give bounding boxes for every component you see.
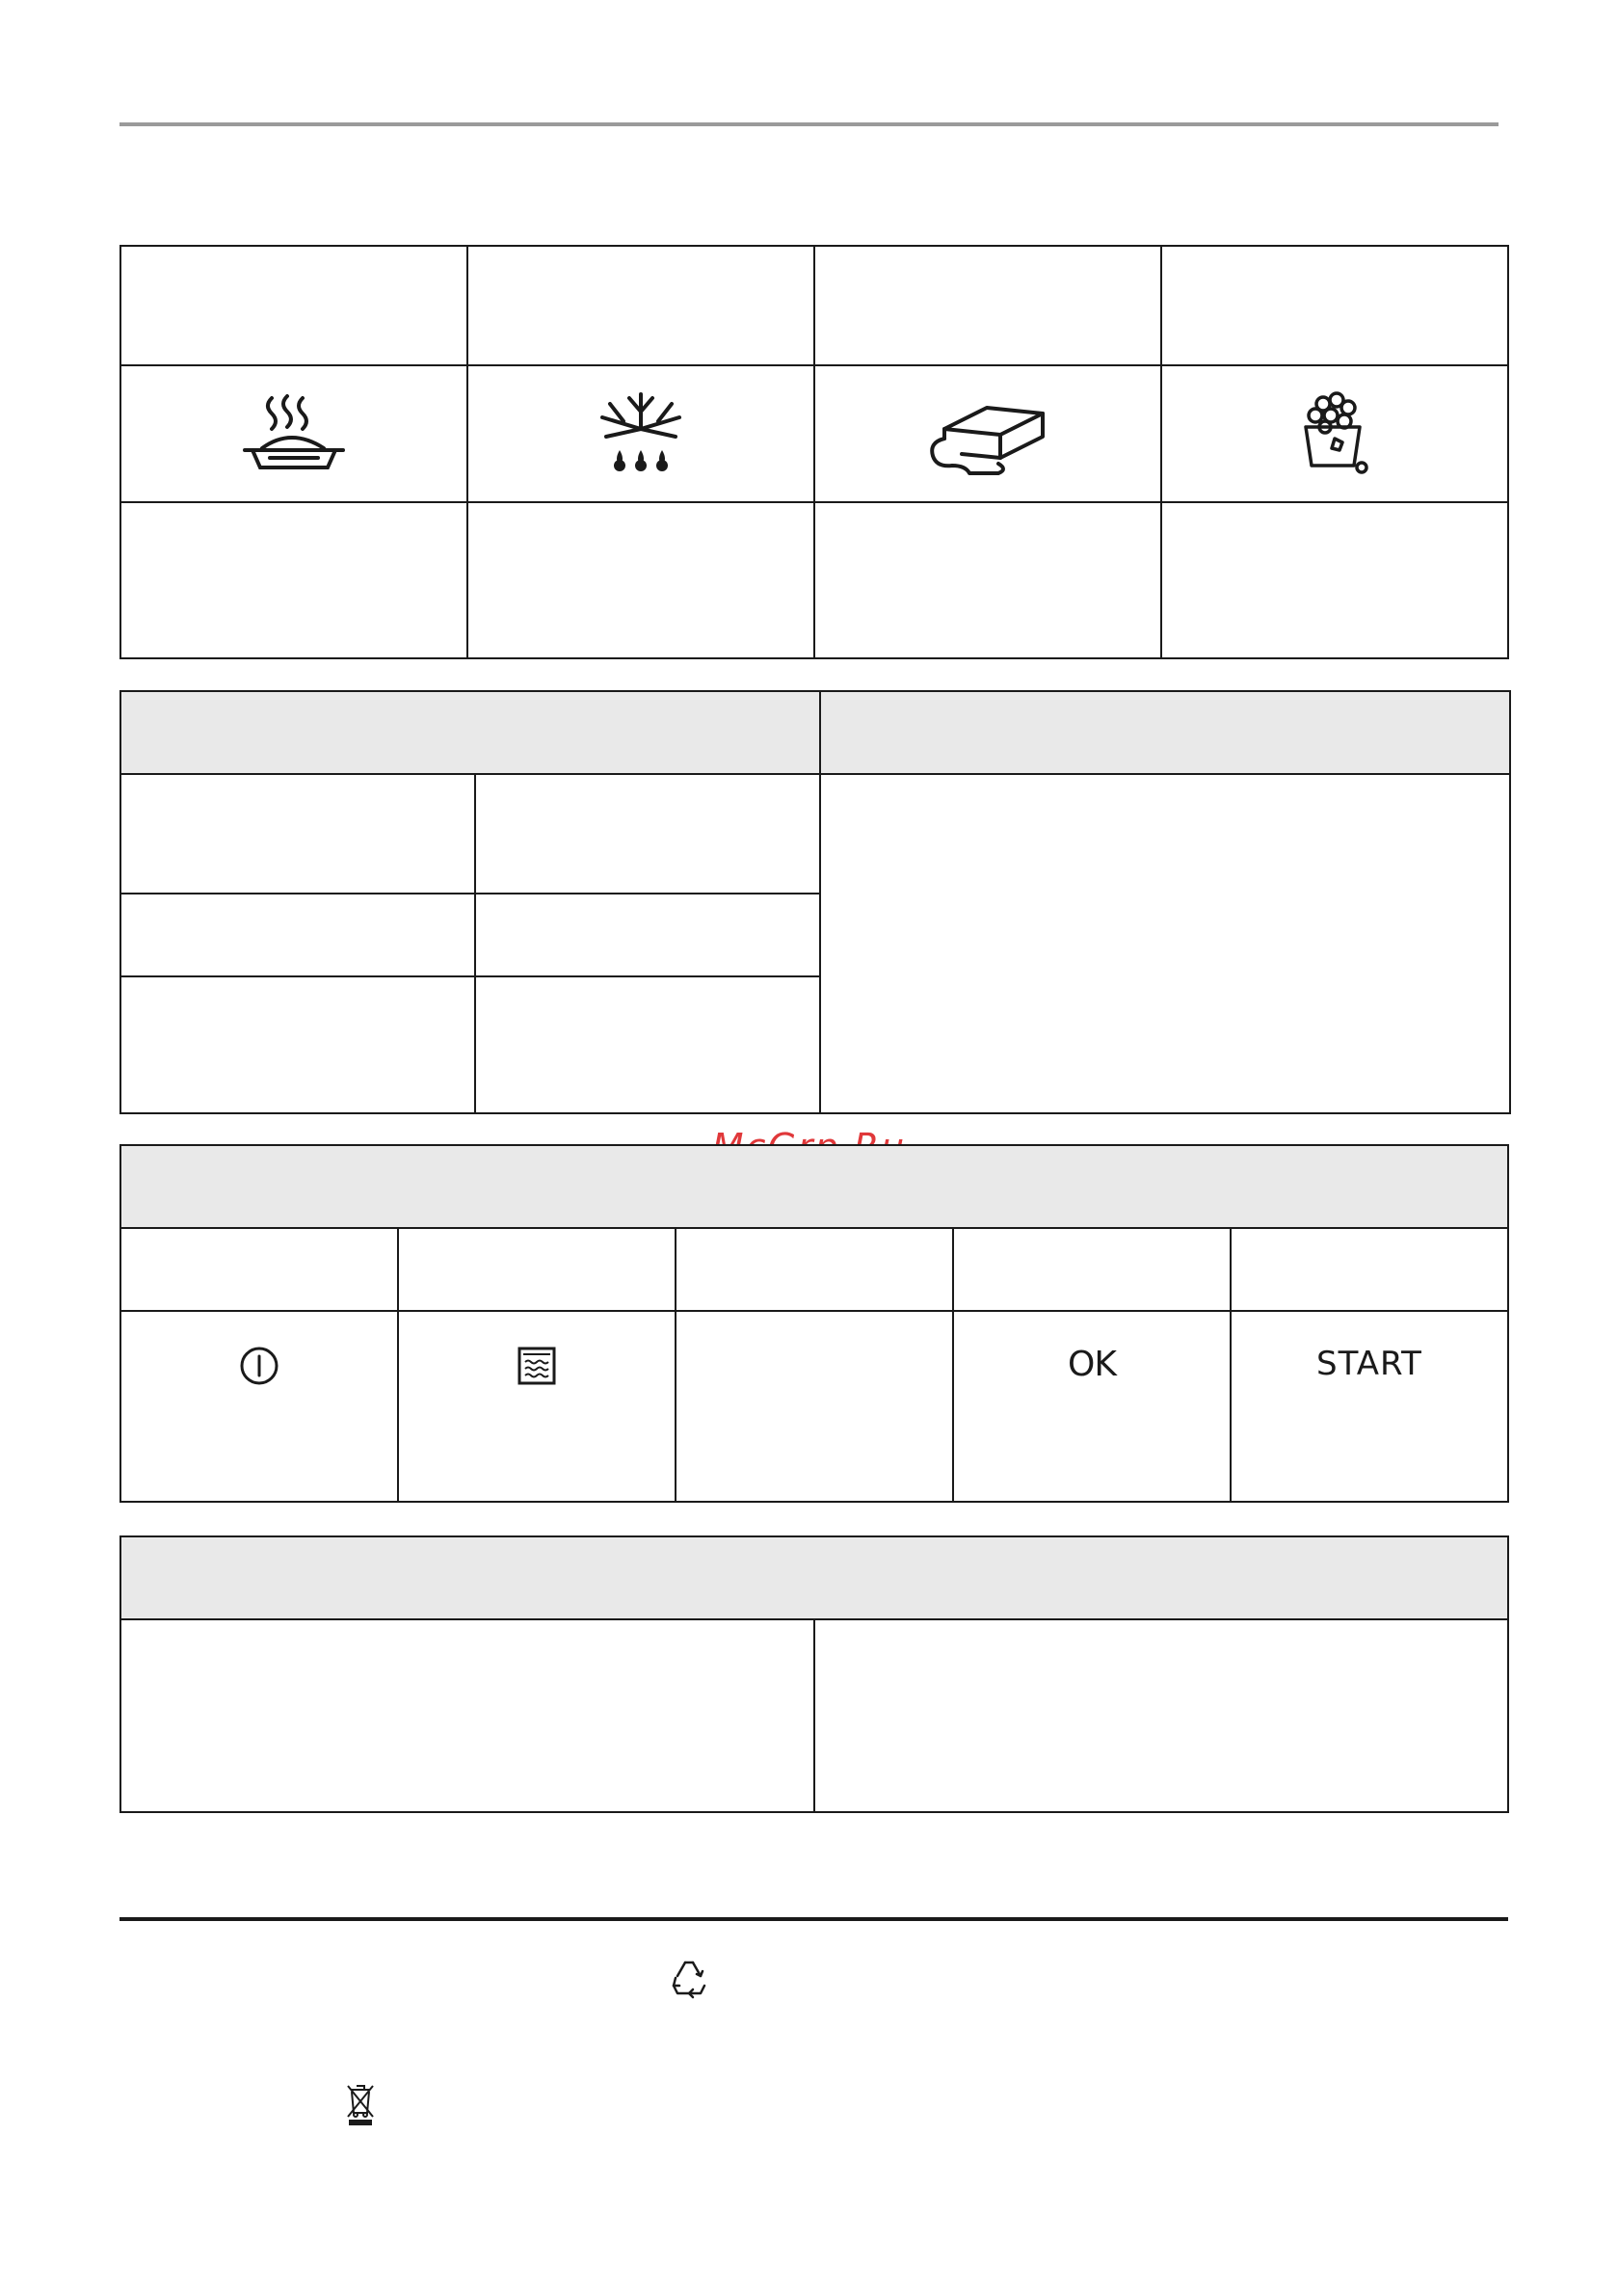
control-header-2 bbox=[398, 1228, 676, 1311]
defrost-cell bbox=[467, 365, 814, 502]
function-header-1 bbox=[120, 246, 467, 365]
section-divider bbox=[119, 1917, 1508, 1921]
control-header-3 bbox=[676, 1228, 953, 1311]
settings-header-right bbox=[820, 691, 1510, 774]
popcorn-cell bbox=[1161, 365, 1508, 502]
function-desc-1 bbox=[120, 502, 467, 658]
popcorn-icon bbox=[1296, 390, 1373, 477]
info-table bbox=[119, 1535, 1509, 1813]
settings-cell-1b bbox=[475, 774, 820, 894]
controls-header bbox=[120, 1145, 1508, 1228]
reheat-icon bbox=[241, 390, 347, 477]
defrost-icon bbox=[593, 390, 689, 477]
function-desc-3 bbox=[814, 502, 1161, 658]
function-header-2 bbox=[467, 246, 814, 365]
settings-header-left bbox=[120, 691, 820, 774]
settings-cell-2b bbox=[475, 894, 820, 976]
control-header-5 bbox=[1231, 1228, 1508, 1311]
info-cell-right bbox=[814, 1619, 1508, 1812]
power-icon bbox=[238, 1345, 280, 1387]
ok-button-label: OK bbox=[1068, 1345, 1116, 1384]
function-desc-2 bbox=[467, 502, 814, 658]
butter-melt-cell bbox=[814, 365, 1161, 502]
function-desc-4 bbox=[1161, 502, 1508, 658]
control-header-4 bbox=[953, 1228, 1231, 1311]
ok-button-cell bbox=[953, 1311, 1231, 1502]
power-button-cell bbox=[120, 1311, 398, 1502]
settings-notes bbox=[820, 774, 1510, 1113]
functions-table bbox=[119, 245, 1509, 659]
info-header bbox=[120, 1536, 1508, 1619]
settings-cell-1a bbox=[120, 774, 475, 894]
control-header-1 bbox=[120, 1228, 398, 1311]
microwave-icon bbox=[516, 1345, 558, 1387]
start-button-cell bbox=[1231, 1311, 1508, 1502]
recycle-icon bbox=[668, 1957, 710, 1999]
microwave-button-cell bbox=[398, 1311, 676, 1502]
function-header-3 bbox=[814, 246, 1161, 365]
top-rule bbox=[119, 122, 1499, 126]
settings-cell-3a bbox=[120, 976, 475, 1113]
settings-table bbox=[119, 690, 1511, 1114]
weee-bin-icon bbox=[345, 2082, 376, 2126]
control-empty-cell bbox=[676, 1311, 953, 1502]
start-button-label: START bbox=[1316, 1345, 1422, 1383]
settings-cell-3b bbox=[475, 976, 820, 1113]
info-cell-left bbox=[120, 1619, 814, 1812]
reheat-cell bbox=[120, 365, 467, 502]
function-header-4 bbox=[1161, 246, 1508, 365]
settings-cell-2a bbox=[120, 894, 475, 976]
controls-table bbox=[119, 1144, 1509, 1503]
butter-melt-icon bbox=[925, 390, 1050, 477]
